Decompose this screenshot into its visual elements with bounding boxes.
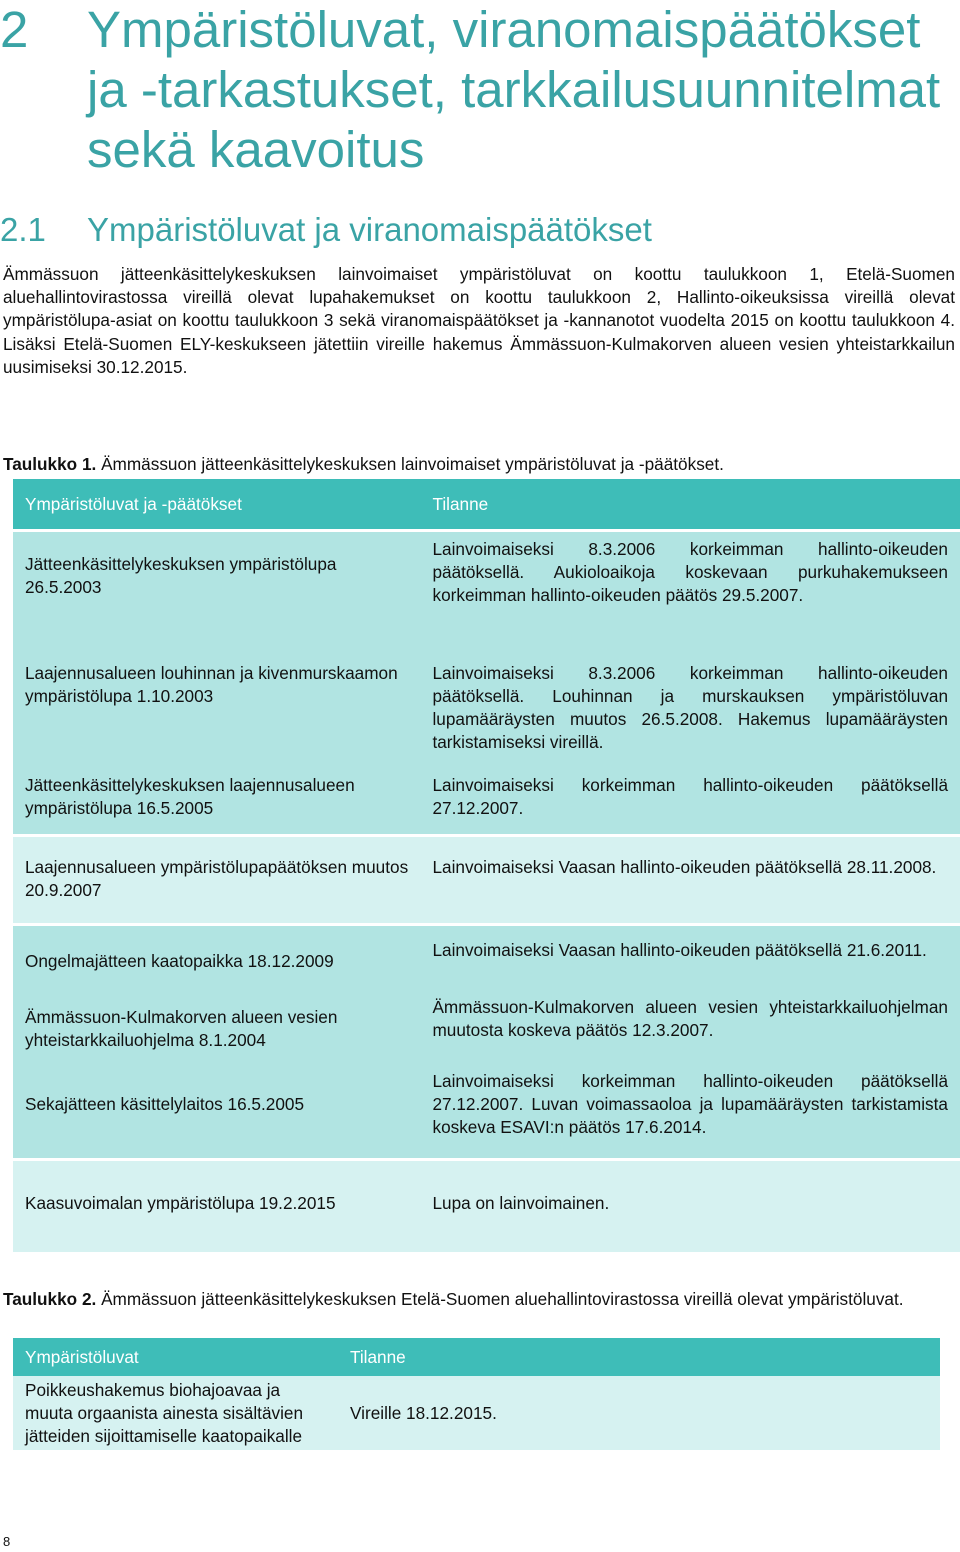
table1-permit-cell: Laajennusalueen ympäristölupapäätöksen muutos 20.9.2007 <box>25 857 409 900</box>
table2-caption-text: Ämmässuon jätteenkäsittelykeskuksen Etelä-Suomen aluehallintovirastossa vireillä olevat ympäristöluvat. <box>101 1289 904 1309</box>
chapter-title-line-1: Ympäristöluvat, viranomaispäätökset <box>87 1 921 58</box>
table-row <box>13 837 960 923</box>
table1-header-row <box>13 479 960 529</box>
table1-status-cell: Lainvoimaiseksi Vaasan hallinto-oikeuden päätöksellä 28.11.2008. <box>432 857 937 877</box>
table1-permit-cell: Jätteenkäsittelykeskuksen laajennusalueen ympäristölupa 16.5.2005 <box>25 775 355 818</box>
chapter-title-line-3: sekä kaavoitus <box>87 121 425 178</box>
table2-permit-cell: Poikkeushakemus biohajoavaa ja muuta orgaanista ainesta sisältävien jätteiden sijoittamiselle kaatopaikalle <box>25 1380 304 1446</box>
table-row <box>13 648 960 760</box>
table1-permit-cell: Jätteenkäsittelykeskuksen ympäristölupa 26.5.2003 <box>25 554 337 597</box>
table2-caption-label: Taulukko 2. <box>3 1289 97 1309</box>
table1-permit-cell: Sekajätteen käsittelylaitos 16.5.2005 <box>25 1094 305 1114</box>
table2-header-permits: Ympäristöluvat <box>13 1338 338 1376</box>
table-row <box>13 760 960 834</box>
table-row <box>13 994 960 1067</box>
table1-permit-cell: Ämmässuon-Kulmakorven alueen vesien yhteistarkkailuohjelma 8.1.2004 <box>25 1007 338 1050</box>
table2-header-row <box>13 1338 940 1376</box>
table1-status-cell: Lainvoimaiseksi 8.3.2006 korkeimman hallinto-oikeuden päätöksellä. Louhinnan ja murskauksen ympäristöluvan lupamääräysten muutos 26.5.2008. Hakemus lupamääräysten tarkistamiseksi vireillä. <box>432 663 948 752</box>
table1-status-cell: Lainvoimaiseksi Vaasan hallinto-oikeuden päätöksellä 21.6.2011. <box>432 940 927 960</box>
table1-caption-label: Taulukko 1. <box>3 454 97 474</box>
table1 <box>13 479 960 1252</box>
page-number: 8 <box>3 1534 11 1549</box>
table-row <box>13 1161 960 1252</box>
chapter-number: 2 <box>0 1 29 58</box>
table2-status-cell: Vireille 18.12.2015. <box>350 1402 497 1423</box>
intro-paragraph: Ämmässuon jätteenkäsittelykeskuksen lainvoimaiset ympäristöluvat on koottu taulukkoon 1, Etelä-Suomen aluehallintovirastossa vireillä olevat lupahakemukset on koottu taulukkoon 2, Hallinto-oikeuksissa vireillä olevat ympäristölupa-asiat on koottu taulukkoon 3 sekä viranomaispäätökset ja -kannanotot vuodelta 2015 on koottu taulukkoon 4. Lisäksi Etelä-Suomen ELY-keskukseen jätettiin vireille hakemus Ämmässuon-Kulmakorven alueen vesien yhteistarkkailun uusimiseksi 30.12.2015. <box>3 264 955 377</box>
table1-caption-text: Ämmässuon jätteenkäsittelykeskuksen lainvoimaiset ympäristöluvat ja -päätökset. <box>101 454 724 474</box>
table1-header-permits: Ympäristöluvat ja -päätökset <box>13 479 420 529</box>
table2 <box>13 1338 940 1450</box>
table-row <box>13 1067 960 1158</box>
table1-status-cell: Ämmässuon-Kulmakorven alueen vesien yhteistarkkailuohjelman muutosta koskeva päätös 12.3.2007. <box>432 997 948 1040</box>
table-row <box>13 532 960 648</box>
table1-permit-cell: Laajennusalueen louhinnan ja kivenmurskaamon ympäristölupa 1.10.2003 <box>25 663 398 706</box>
table1-header-status: Tilanne <box>420 479 960 529</box>
table-row <box>13 1376 940 1450</box>
table-row <box>13 926 960 994</box>
chapter-title-line-2: ja -tarkastukset, tarkkailusuunnitelmat <box>87 61 941 118</box>
section-number: 2.1 <box>0 211 46 248</box>
section-title: Ympäristöluvat ja viranomaispäätökset <box>87 211 652 248</box>
table1-status-cell: Lupa on lainvoimainen. <box>432 1193 610 1213</box>
table1-permit-cell: Ongelmajätteen kaatopaikka 18.12.2009 <box>25 951 334 971</box>
table1-caption <box>3 453 955 476</box>
table1-status-cell: Lainvoimaiseksi korkeimman hallinto-oikeuden päätöksellä 27.12.2007. <box>432 775 948 818</box>
table1-status-cell: Lainvoimaiseksi 8.3.2006 korkeimman hallinto-oikeuden päätöksellä. Aukioloaikoja koskevaan purkuhakemukseen korkeimman hallinto-oikeuden päätös 29.5.2007. <box>432 539 948 605</box>
table1-permit-cell: Kaasuvoimalan ympäristölupa 19.2.2015 <box>25 1193 336 1213</box>
table1-status-cell: Lainvoimaiseksi korkeimman hallinto-oikeuden päätöksellä 27.12.2007. Luvan voimassaoloa ja lupamääräysten tarkistamista koskeva ESAVI:n päätös 17.6.2014. <box>432 1071 948 1137</box>
table2-caption <box>3 1288 955 1311</box>
table2-header-status: Tilanne <box>338 1338 940 1376</box>
